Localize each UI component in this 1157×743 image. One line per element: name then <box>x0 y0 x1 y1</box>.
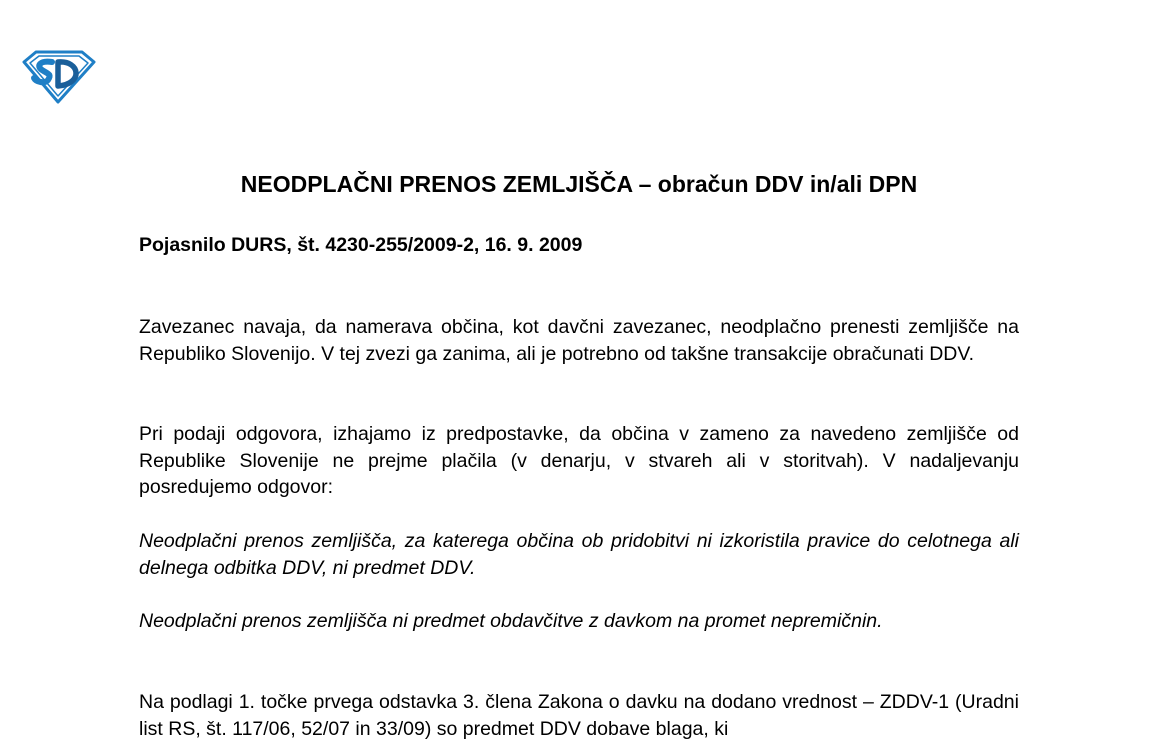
reference-line: Pojasnilo DURS, št. 4230-255/2009-2, 16. 9. 2009 <box>139 234 583 256</box>
document-title: NEODPLAČNI PRENOS ZEMLJIŠČA – obračun DDV in/ali DPN <box>240 171 918 197</box>
sd-diamond-logo-icon <box>22 48 96 104</box>
paragraph-4-answer-dpn: Neodplačni prenos zemljišča ni predmet obdavčitve z davkom na promet nepremičnin. <box>139 610 883 632</box>
paragraph-2: Pri podaji odgovora, izhajamo iz predpostavke, da občina v zameno za navedeno zemljišče od Republike Slovenije ne prejme plačila (v denarju, v stvareh ali v storitvah). V nadaljevanju posredujemo odgovor: <box>139 423 1019 498</box>
paragraph-3-answer-ddv: Neodplačni prenos zemljišča, za katerega občina ob pridobitvi ni izkoristila pravice do celotnega ali delnega odbitka DDV, ni predmet DDV. <box>139 530 1019 579</box>
paragraph-1: Zavezanec navaja, da namerava občina, kot davčni zavezanec, neodplačno prenesti zemljišče na Republiko Slovenijo. V tej zvezi ga zanima, ali je potrebno od takšne transakcije obračunati DDV. <box>139 316 1019 365</box>
paragraph-5: Na podlagi 1. točke prvega odstavka 3. člena Zakona o davku na dodano vrednost – ZDDV-1 (Uradni list RS, št. 117/06, 52/07 in 33/09) so predmet DDV dobave blaga, ki <box>139 691 1019 740</box>
